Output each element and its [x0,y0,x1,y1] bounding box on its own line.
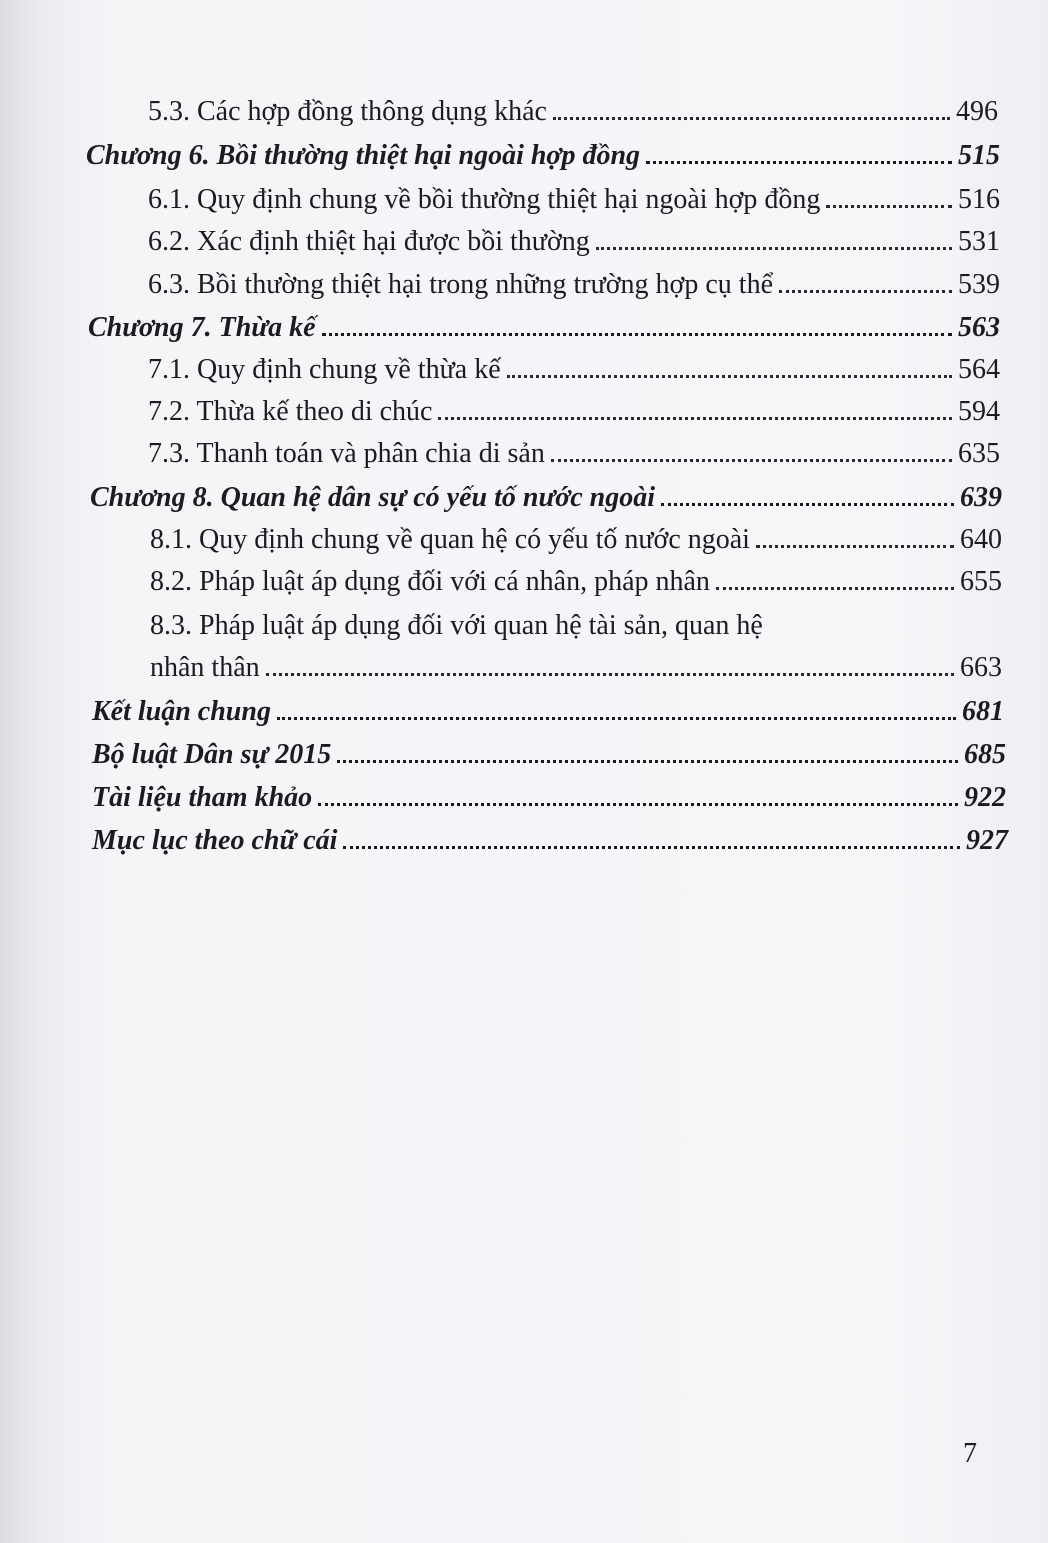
dot-leader [438,400,952,420]
toc-entry-label: 7.3. Thanh toán và phân chia di sản [148,438,545,469]
toc-entry-page: 496 [956,96,998,127]
toc-entry-page: 531 [958,226,1000,257]
toc-entry-8-3 [150,650,1002,686]
toc-entry-7-2 [148,394,1000,430]
dot-leader [322,316,953,336]
toc-entry-references [92,780,1006,816]
toc-entry-label: 7.1. Quy định chung về thừa kế [148,354,501,385]
toc-entry-7-3 [148,436,1000,472]
toc-entry-page: 663 [960,652,1002,683]
toc-entry-conclusion [92,694,1004,730]
toc-entry-page: 635 [958,438,1000,469]
toc-entry-page: 655 [960,566,1002,597]
dot-leader [661,486,954,506]
toc-entry-page: 516 [958,184,1000,215]
dot-leader [277,700,956,720]
toc-entry-page: 685 [964,739,1006,770]
toc-entry-label: 8.2. Pháp luật áp dụng đối với cá nhân, pháp nhân [150,566,710,597]
toc-entry-page: 639 [960,482,1002,513]
toc-entry-page: 594 [958,396,1000,427]
toc-entry-page: 539 [958,269,1000,300]
dot-leader [826,188,952,208]
dot-leader [646,144,952,164]
toc-entry-label: Kết luận chung [92,696,271,727]
dot-leader [337,743,958,763]
toc-entry-page: 922 [964,782,1006,813]
page-number: 7 [963,1438,977,1469]
toc-entry-label: Chương 8. Quan hệ dân sự có yếu tố nước ngoài [90,482,656,513]
dot-leader [318,786,958,806]
dot-leader [716,570,954,590]
toc-entry-page: 563 [958,312,1000,343]
toc-entry-7-1 [148,352,1000,388]
toc-entry-label: 6.2. Xác định thiệt hại được bồi thường [148,226,590,257]
toc-entry-label: Mục lục theo chữ cái [92,825,338,856]
toc-entry-label: nhân thân [150,652,260,683]
toc-entry-chapter-8 [90,480,1002,516]
toc-entry-8-2 [150,564,1002,600]
toc-entry-6-2 [148,224,1000,260]
dot-leader [343,829,960,849]
toc-entry-8-1 [150,522,1002,558]
toc-entry-8-3-line1: 8.3. Pháp luật áp dụng đối với quan hệ tài sản, quan hệ [150,610,763,641]
toc-entry-page: 927 [966,825,1008,856]
toc-entry-page: 681 [962,696,1004,727]
toc-entry-page: 515 [958,140,1000,171]
dot-leader [507,358,952,378]
dot-leader [551,442,952,462]
toc-entry-label: Tài liệu tham khảo [92,782,313,813]
toc-entry-civil-code [92,737,1006,773]
toc-entry-6-3 [148,267,1000,303]
toc-entry-5-3 [148,94,998,130]
toc-entry-chapter-7 [88,310,1000,346]
toc-entry-6-1 [148,182,1000,218]
toc-entry-label: Bộ luật Dân sự 2015 [92,739,332,770]
dot-leader [266,656,954,676]
toc-entry-label: 6.3. Bồi thường thiệt hại trong những trường hợp cụ thể [148,269,773,300]
toc-entry-page: 640 [960,524,1002,555]
dot-leader [779,273,952,293]
toc-entry-page: 564 [958,354,1000,385]
toc-entry-alpha-index [92,823,1008,859]
toc-entry-label: 5.3. Các hợp đồng thông dụng khác [148,96,547,127]
dot-leader [596,230,952,250]
toc-entry-label: Chương 6. Bồi thường thiệt hại ngoài hợp đồng [86,140,641,171]
dot-leader [756,528,954,548]
toc-entry-label: 7.2. Thừa kế theo di chúc [148,396,433,427]
toc-entry-label: Chương 7. Thừa kế [88,312,316,343]
dot-leader [553,100,950,120]
toc-entry-label: 8.1. Quy định chung về quan hệ có yếu tố nước ngoài [150,524,750,555]
toc-entry-label: 6.1. Quy định chung về bồi thường thiệt hại ngoài hợp đồng [148,184,821,215]
toc-entry-chapter-6 [86,138,1000,174]
